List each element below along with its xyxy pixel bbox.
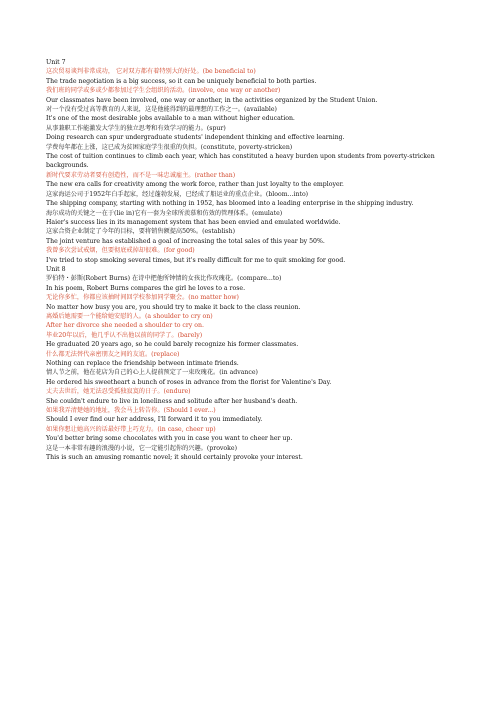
english-sentence: No matter how busy you are, you should try to make it back to the class reunion. — [46, 303, 301, 311]
chinese-sentence: 这家合资企业制定了今年的目标，要将销售额提高50%。(establish) — [46, 228, 235, 236]
chinese-sentence: 离婚后她需要一个能给她安慰的人。(a shoulder to cry on) — [46, 312, 213, 320]
chinese-sentence: 对一个没有受过高等教育的人来说，这是他能得到的最理想的工作之一。(available) — [46, 106, 277, 114]
english-sentence: The shipping company, starting with nothing in 1952, has bloomed into a leading enterprise in the shipping industry. — [46, 200, 414, 208]
english-sentence: The trade negotiation is a big success, so it can be uniquely beneficial to both parties. — [46, 77, 317, 85]
chinese-sentence: 这次贸易谈判非常成功， 它对双方都有着特别大的好处。(be beneficial to) — [46, 68, 256, 76]
chinese-sentence: 这家海运公司于1952年白手起家，经过蓬勃发展，已经成了船运业的重点企业。(bloom...into) — [46, 190, 309, 198]
unit-heading: Unit 8 — [46, 265, 66, 273]
english-sentence: She couldn't endure to live in loneliness and solitude after her husband's death. — [46, 397, 298, 405]
chinese-sentence: 海尔成功的关键之一在于(lie in)它有一套为全球所羡慕和仿效的管理体系。(emulate) — [46, 209, 283, 217]
chinese-sentence: 无论你多忙，你都应该抽时间回学校参加同学聚会。(no matter how) — [46, 294, 239, 302]
chinese-sentence: 我们班的同学或多或少都参加过学生会组织的活动。(involve, one way or another) — [46, 87, 281, 95]
english-sentence: Doing research can spur undergraduate students' independent thinking and effective learning. — [46, 134, 345, 142]
english-sentence: I've tried to stop smoking several times, but it's really difficult for me to quit smoking for good. — [46, 256, 346, 264]
chinese-sentence: 什么都无法替代亲密朋友之间的友谊。(replace) — [46, 350, 180, 358]
english-sentence: He ordered his sweetheart a bunch of roses in advance from the florist for Valentine's Day. — [46, 378, 332, 386]
chinese-sentence: 新时代要求劳动者要有创造性，而不是一味忠诚雇主。(rather than) — [46, 171, 236, 179]
english-sentence: After her divorce she needed a shoulder to cry on. — [46, 322, 204, 330]
chinese-sentence: 如果你想让她高兴的话最好带上巧克力。(in case, cheer up) — [46, 425, 216, 433]
chinese-sentence: 丈夫去世后，她无法忍受孤独寂寞的日子。(endure) — [46, 388, 191, 396]
english-sentence: It's one of the most desirable jobs available to a man without higher education. — [46, 115, 295, 123]
english-sentence: You'd better bring some chocolates with you in case you want to cheer her up. — [46, 435, 293, 443]
chinese-sentence: 学费每年都在上涨，这已成为贫困家庭学生很重的负担。(constitute, poverty-stricken) — [46, 143, 293, 151]
english-sentence: Our classmates have been involved, one way or another, in the activities organized by the Student Union. — [46, 96, 378, 104]
chinese-sentence: 从事兼职工作能激发大学生的独立思考和有效学习的能力。(spur) — [46, 124, 226, 132]
chinese-sentence: 我曾多次尝试戒烟，但要彻底戒掉却很难。(for good) — [46, 247, 195, 255]
chinese-sentence: 毕业20年以后，他几乎认不出他以前的同学了。(barely) — [46, 331, 203, 339]
english-sentence: In his poem, Robert Burns compares the girl he loves to a rose. — [46, 284, 246, 292]
english-sentence: He graduated 20 years ago, so he could barely recognize his former classmates. — [46, 341, 299, 349]
english-sentence: Nothing can replace the friendship between intimate friends. — [46, 360, 239, 367]
english-sentence: Should I ever find our her address, I'll forward it to you immediately. — [46, 416, 263, 424]
english-sentence: The new era calls for creativity among the work force, rather than just loyalty to the employer. — [46, 181, 344, 189]
english-sentence: Haier's success lies in its management system that has been envied and emulated worldwide. — [46, 218, 341, 226]
english-sentence: The joint venture has established a goal of increasing the total sales of this year by 50%. — [46, 237, 325, 245]
unit-heading: Unit 7 — [46, 59, 66, 66]
chinese-sentence: 这是一本非常有趣的浪漫的小说，它一定能引起你的兴趣。(provoke) — [46, 444, 237, 452]
chinese-sentence: 罗伯特・彭斯(Robert Burns) 在诗中把他所钟情的女孩比作玫瑰花。(compare...to) — [46, 275, 282, 283]
english-sentence: The cost of tuition continues to climb each year, which has constituted a heavy burden upon students from poverty-stricken backgrounds. — [46, 153, 435, 170]
chinese-sentence: 如果我弄清楚她的地址，我会马上转告你。(Should I ever...) — [46, 407, 216, 415]
english-sentence: This is such an amusing romantic novel; it should certainly provoke your interest. — [46, 454, 303, 462]
chinese-sentence: 情人节之前，他在花店为自己的心上人提前预定了一束玫瑰花。(in advance) — [46, 369, 258, 377]
